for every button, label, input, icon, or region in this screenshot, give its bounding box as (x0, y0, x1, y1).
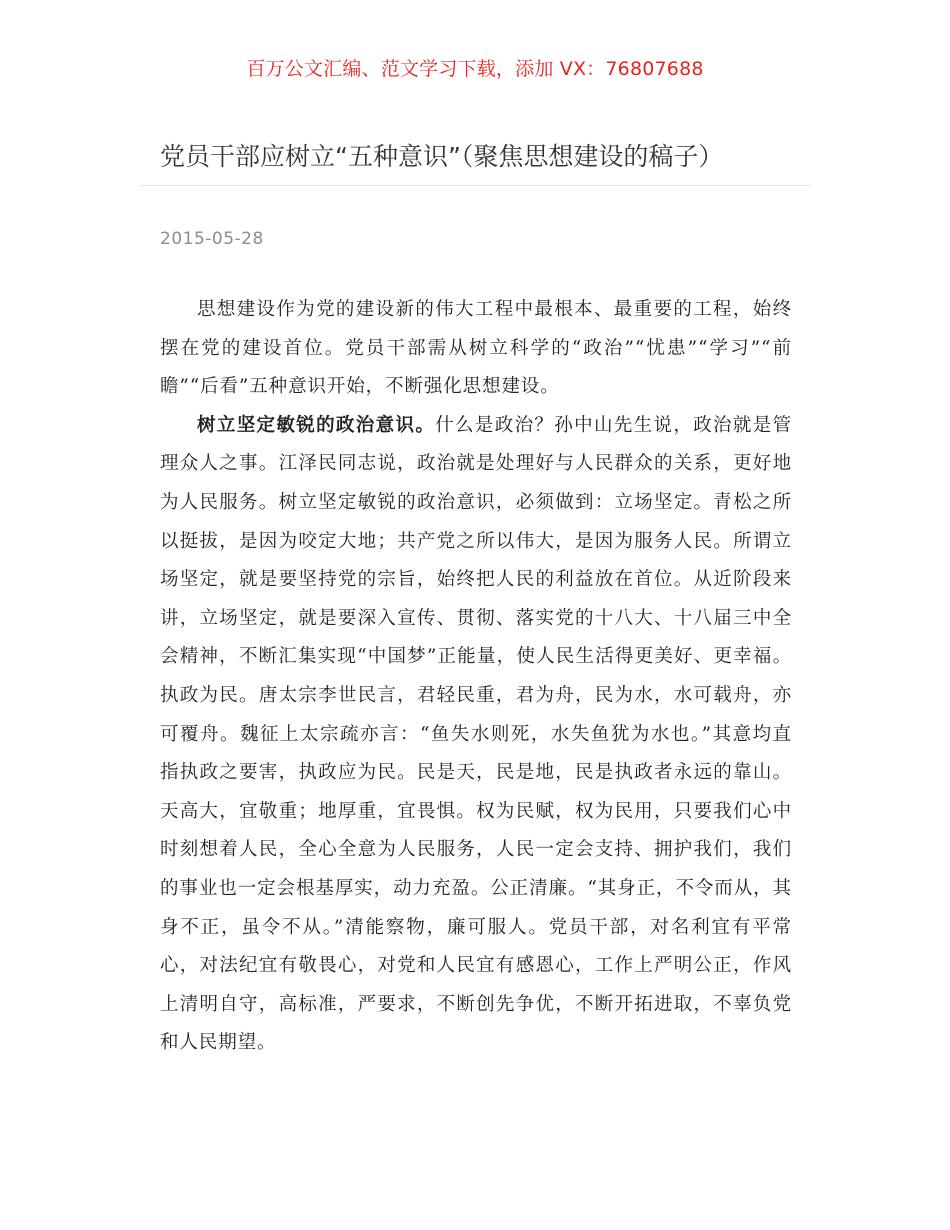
political-awareness-paragraph (160, 407, 792, 1063)
publish-date: 2015-05-28 (160, 229, 264, 249)
title-divider (140, 185, 810, 186)
article-body (160, 291, 792, 1063)
paragraph-text: 什么是政治？孙中山先生说，政治就是管理众人之事。江泽民同志说，政治就是处理好与人民群众的关系，更好地为人民服务。树立坚定敏锐的政治意识，必须做到：立场坚定。青松之所以挺拔，是因为咬定大地；共产党之所以伟大，是因为服务人民。所谓立场坚定，就是要坚持党的宗旨，始终把人民的利益放在首位。从近阶段来讲，立场坚定，就是要深入宣传、贯彻、落实党的十八大、十八届三中全会精神，不断汇集实现“中国梦”正能量，使人民生活得更美好、更幸福。执政为民。唐太宗李世民言，君轻民重，君为舟，民为水，水可载舟，亦可覆舟。魏征上太宗疏亦言：“鱼失水则死，水失鱼犹为水也。”其意均直指执政之要害，执政应为民。民是天，民是地，民是执政者永远的靠山。天高大，宜敬重；地厚重，宜畏惧。权为民赋，权为民用，只要我们心中时刻想着人民，全心全意为人民服务，人民一定会支持、拥护我们，我们的事业也一定会根基厚实，动力充盈。公正清廉。“其身正，不令而从，其身不正，虽令不从。”清能察物，廉可服人。党员干部，对名利宜有平常心，对法纪宜有敬畏心，对党和人民宜有感恩心，工作上严明公正，作风上清明自守，高标准，严要求，不断创先争优，不断开拓进取，不辜负党和人民期望。 (160, 414, 793, 1054)
intro-paragraph: 思想建设作为党的建设新的伟大工程中最根本、最重要的工程，始终摆在党的建设首位。党员干部需从树立科学的“政治”“忧患”“学习”“前瞻”“后看”五种意识开始，不断强化思想建设。 (160, 299, 792, 398)
promo-banner: 百万公文汇编、范文学习下载，添加 VX：76807688 (246, 58, 704, 80)
paragraph-heading: 树立坚定敏锐的政治意识。 (197, 414, 436, 436)
article-title: 党员干部应树立“五种意识”（聚焦思想建设的稿子） (160, 142, 724, 171)
